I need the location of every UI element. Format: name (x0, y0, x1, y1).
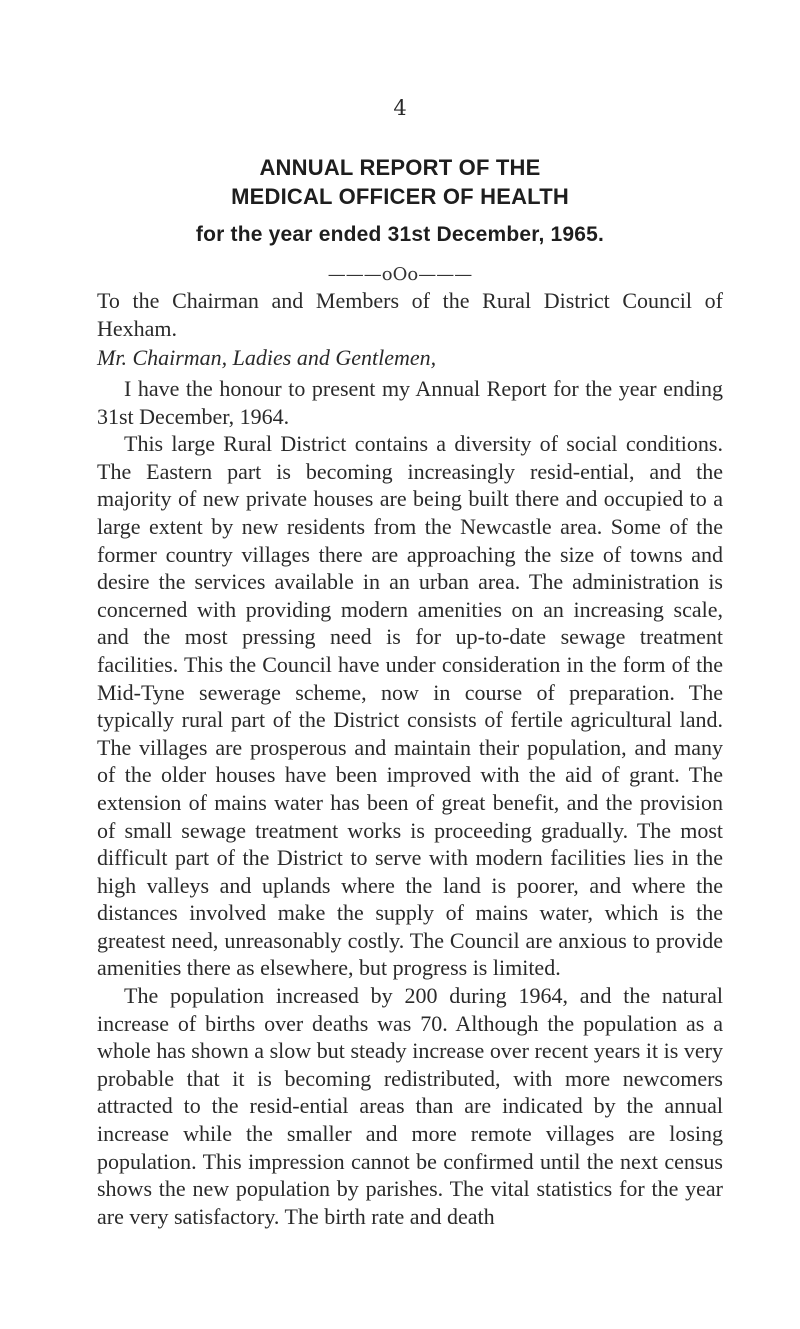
section-separator: ———oOo——— (327, 264, 473, 285)
report-title-line-1: ANNUAL REPORT OF THE (259, 155, 541, 180)
letter-address: To the Chairman and Members of the Rural District Council of Hexham. (97, 288, 723, 341)
letter-body (97, 375, 723, 1230)
body-paragraph-1: I have the honour to present my Annual Report for the year ending 31st December, 1964. (97, 376, 723, 429)
report-title-line-2: MEDICAL OFFICER OF HEALTH (231, 184, 569, 209)
body-paragraph-3: The population increased by 200 during 1964, and the natural increase of births over deaths was 70. Although the population as a whole has shown a slow but steady increase over recent years it is very probable that it is becoming redistributed, with more newcomers attracted to the resid-ential areas than are indicated by the annual increase while the smaller and more remote villages are losing population. This impression cannot be confirmed until the next census shows the new population by parishes. The vital statistics for the year are very satisfactory. The birth rate and death (97, 983, 723, 1229)
letter-salutation: Mr. Chairman, Ladies and Gentlemen, (97, 345, 437, 370)
body-paragraph-2: This large Rural District contains a diversity of social conditions. The Eastern part is becoming increasingly resid-ential, and the majority of new private houses are being built there and occupied to a large extent by new residents from the Newcastle area. Some of the former country villages there are approaching the size of towns and desire the services available in an urban area. The administration is concerned with providing modern amenities on an increasing scale, and the most pressing need is for up-to-date sewage treatment facilities. This the Council have under consideration in the form of the Mid-Tyne sewerage scheme, now in course of preparation. The typically rural part of the District consists of fertile agricultural land. The villages are prosperous and maintain their population, and many of the older houses have been improved with the aid of grant. The extension of mains water has been of great benefit, and the provision of small sewage treatment works is proceeding gradually. The most difficult part of the District to serve with modern facilities lies in the high valleys and uplands where the land is poorer, and where the distances involved make the supply of mains water, which is the greatest need, unreasonably costly. The Council are anxious to provide amenities there as elsewhere, but progress is limited. (97, 431, 723, 981)
page-number: 4 (393, 96, 407, 120)
report-subtitle: for the year ended 31st December, 1965. (195, 223, 605, 246)
